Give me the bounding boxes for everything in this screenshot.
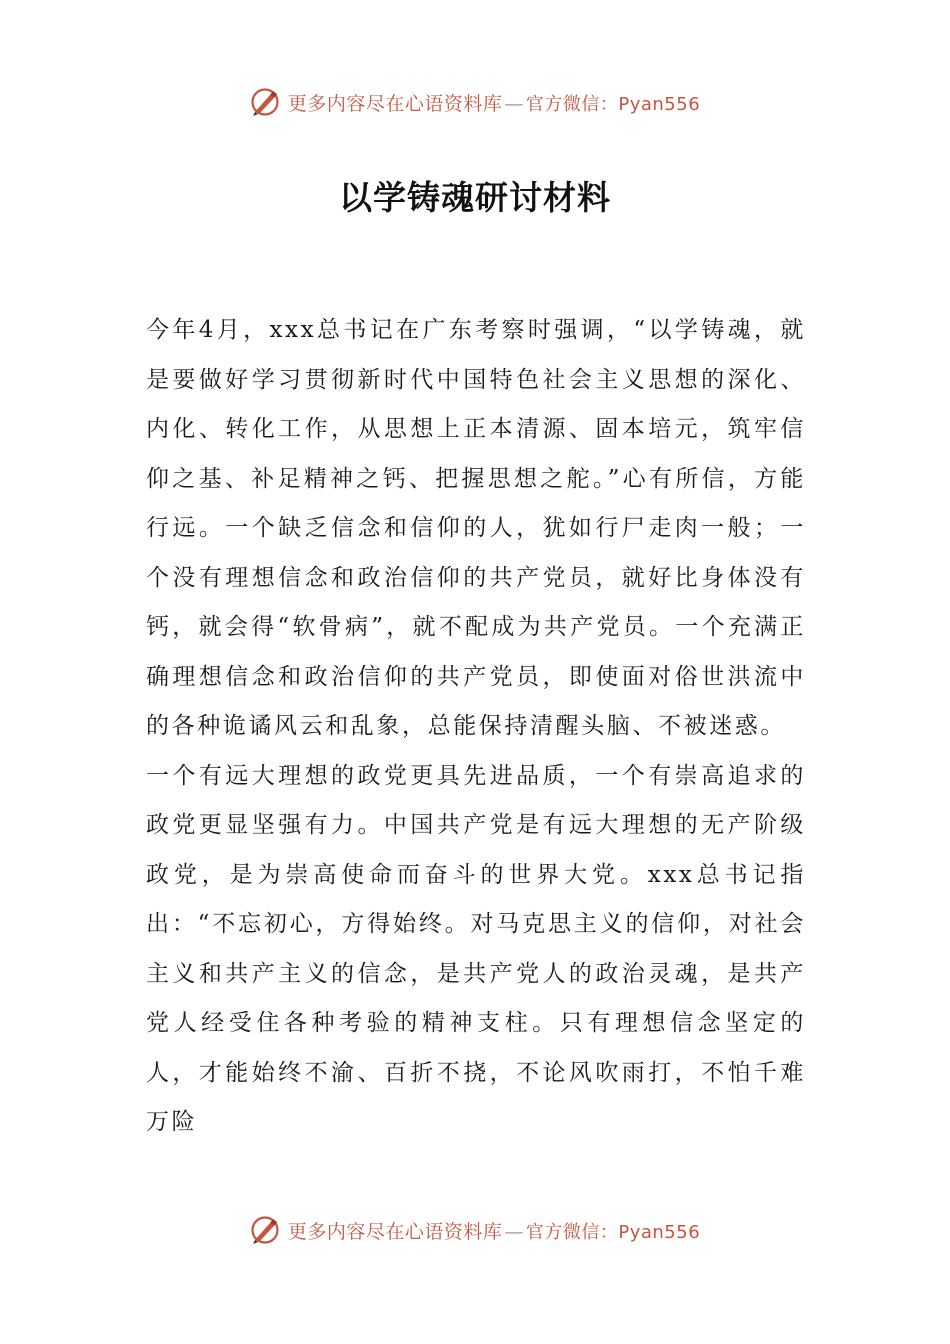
header-dash: —	[504, 92, 524, 115]
footer-wechat-text: 官方微信：Pyan556	[525, 1221, 701, 1243]
document-body	[146, 306, 806, 1148]
footer-brand	[288, 1217, 700, 1244]
footer-dash: —	[504, 1220, 524, 1243]
header-wechat-text: 官方微信：Pyan556	[525, 93, 701, 115]
header-watermark	[0, 80, 950, 124]
footer-watermark	[0, 1208, 950, 1252]
pen-logo-icon	[250, 1215, 280, 1245]
body-paragraph: 一个有远大理想的政党更具先进品质，一个有崇高追求的政党更显坚强有力。中国共产党是有远大理想的无产阶级政党，是为崇高使命而奋斗的世界大党。xxx总书记指出：“不忘初心，方得始终。对马克思主义的信仰，对社会主义和共产主义的信念，是共产党人的政治灵魂，是共产党人经受住各种考验的精神支柱。只有理想信念坚定的人，才能始终不渝、百折不挠，不论风吹雨打，不怕千难万险	[146, 762, 806, 1135]
header-brand-text: 更多内容尽在心语资料库	[287, 92, 503, 115]
body-paragraph: 今年4月，xxx总书记在广东考察时强调，“以学铸魂，就是要做好学习贯彻新时代中国特色社会主义思想的深化、内化、转化工作，从思想上正本清源、固本培元，筑牢信仰之基、补足精神之钙、把握思想之舵。”心有所信，方能行远。一个缺乏信念和信仰的人，犹如行尸走肉一般；一个没有理想信念和政治信仰的共产党员，就好比身体没有钙，就会得“软骨病”，就不配成为共产党员。一个充满正确理想信念和政治信仰的共产党员，即使面对俗世洪流中的各种诡谲风云和乱象，总能保持清醒头脑、不被迷惑。	[146, 317, 806, 739]
footer-brand-text: 更多内容尽在心语资料库	[287, 1220, 503, 1243]
document-title: 以学铸魂研讨材料	[339, 178, 611, 217]
header-brand	[288, 89, 700, 116]
pen-logo-icon	[250, 87, 280, 117]
